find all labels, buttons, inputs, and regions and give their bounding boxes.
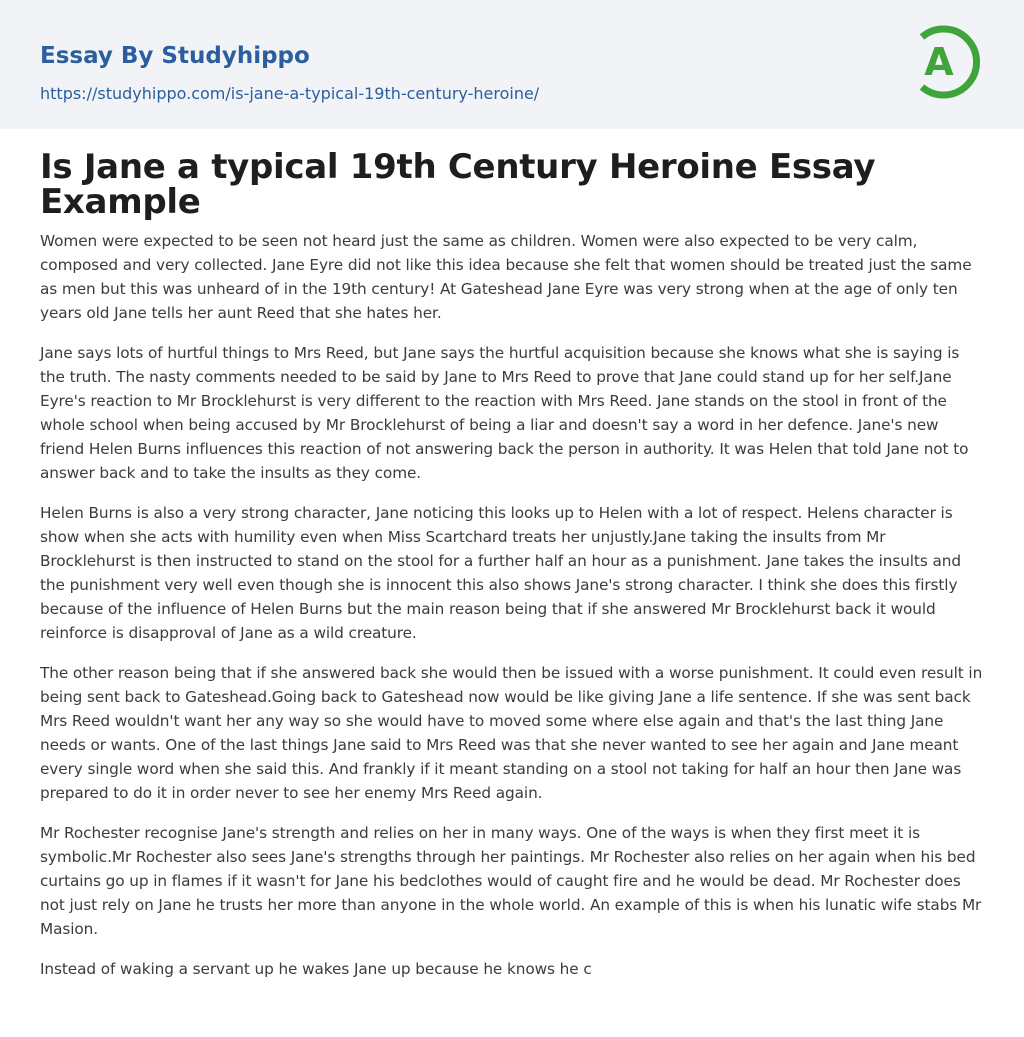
essay-paragraph: Women were expected to be seen not heard just the same as children. Women were also expected to be very calm, composed and very collected. Jane Eyre did not like this idea because she felt that women should be treated just the same as men but this was unheard of in the 19th century! At Gateshead Jane Eyre was very strong when at the age of only ten years old Jane tells her aunt Reed that she hates her. bbox=[40, 232, 972, 322]
site-brand: Essay By Studyhippo bbox=[40, 43, 310, 69]
studyhippo-logo-icon bbox=[913, 20, 985, 104]
source-url-link[interactable]: https://studyhippo.com/is-jane-a-typical-19th-century-heroine/ bbox=[40, 84, 540, 103]
site-header bbox=[0, 0, 1024, 129]
essay-paragraph: Helen Burns is also a very strong character, Jane noticing this looks up to Helen with a lot of respect. Helens character is show when she acts with humility even when Miss Scartchard treats her unjustly.Jane taking the insults from Mr Brocklehurst is then instructed to stand on the stool for a further half an hour as a punishment. Jane takes the insults and the punishment very well even though she is innocent this also shows Jane's strong character. I think she does this firstly because of the influence of Helen Burns but the main reason being that if she answered Mr Brocklehurst back it would reinforce is disapproval of Jane as a wild creature. bbox=[40, 504, 961, 642]
essay-paragraph: Mr Rochester recognise Jane's strength and relies on her in many ways. One of the ways is when they first meet it is symbolic.Mr Rochester also sees Jane's strengths through her paintings. Mr Rochester also relies on her again when his bed curtains go up in flames if it wasn't for Jane his bedclothes would of caught fire and he would be dead. Mr Rochester does not just rely on Jane he trusts her more than anyone in the whole world. An example of this is when his lunatic wife stabs Mr Masion. bbox=[40, 824, 982, 938]
essay-paragraph: Instead of waking a servant up he wakes Jane up because he knows he c bbox=[40, 960, 592, 978]
essay-paragraph: Jane says lots of hurtful things to Mrs Reed, but Jane says the hurtful acquisition because she knows what she is saying is the truth. The nasty comments needed to be said by Jane to Mrs Reed to prove that Jane could stand up for her self.Jane Eyre's reaction to Mr Brocklehurst is very different to the reaction with Mrs Reed. Jane stands on the stool in front of the whole school when being accused by Mr Brocklehurst of being a liar and doesn't say a word in her defence. Jane's new friend Helen Burns influences this reaction of not answering back the person in authority. It was Helen that told Jane not to answer back and to take the insults as they come. bbox=[40, 344, 969, 482]
essay-paragraph: The other reason being that if she answered back she would then be issued with a worse punishment. It could even result in being sent back to Gateshead.Going back to Gateshead now would be like giving Jane a life sentence. If she was sent back Mrs Reed wouldn't want her any way so she would have to moved some where else again and that's the last thing Jane needs or wants. One of the last things Jane said to Mrs Reed was that she never wanted to see her again and Jane meant every single word when she said this. And frankly if it meant standing on a stool not taking for half an hour then Jane was prepared to do it in order never to see her enemy Mrs Reed again. bbox=[40, 664, 983, 802]
logo-letter: A bbox=[924, 40, 954, 84]
page-title: Is Jane a typical 19th Century Heroine Essay Example bbox=[40, 147, 876, 222]
essay-body bbox=[40, 229, 984, 997]
